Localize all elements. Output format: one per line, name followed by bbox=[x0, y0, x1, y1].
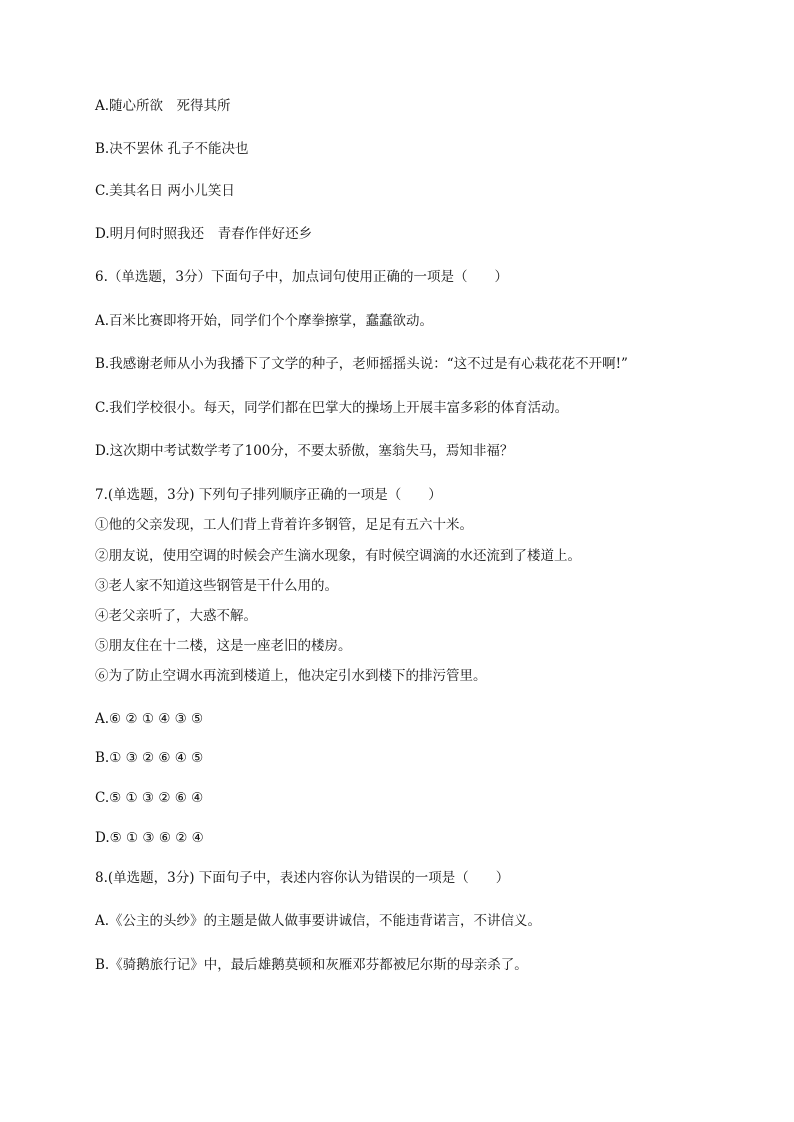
q7-sentence-1: ①他的父亲发现，工人们背上背着许多钢管，足足有五六十米。 bbox=[95, 517, 473, 533]
q7-option-c: C.⑤ ① ③ ② ⑥ ④ bbox=[95, 790, 204, 806]
q5-option-b: B.决不罢休 孔子不能决也 bbox=[95, 141, 249, 157]
q5-option-a: A.随心所欲 死得其所 bbox=[95, 98, 231, 114]
q6-stem: 6.（单选题，3分）下面句子中，加点词句使用正确的一项是（ ） bbox=[95, 269, 508, 285]
q8-stem: 8.(单选题，3分) 下面句子中，表述内容你认为错误的一项是（ ） bbox=[95, 870, 510, 886]
q5-option-c: C.美其名日 两小儿笑日 bbox=[95, 183, 235, 199]
q7-option-a: A.⑥ ② ① ④ ③ ⑤ bbox=[95, 711, 204, 727]
q7-sentence-2: ②朋友说，使用空调的时候会产生滴水现象，有时候空调滴的水还流到了楼道上。 bbox=[95, 548, 581, 564]
q7-sentence-3: ③老人家不知道这些钢管是干什么用的。 bbox=[95, 578, 338, 594]
q7-option-b: B.① ③ ② ⑥ ④ ⑤ bbox=[95, 750, 204, 766]
q5-option-d: D.明月何时照我还 青春作伴好还乡 bbox=[95, 226, 313, 242]
q8-option-b: B.《骑鹅旅行记》中，最后雄鹅莫顿和灰雁邓芬都被尼尔斯的母亲杀了。 bbox=[95, 957, 528, 973]
q7-stem: 7.(单选题，3分) 下列句子排列顺序正确的一项是（ ） bbox=[95, 487, 442, 503]
q6-option-d: D.这次期中考试数学考了100分，不要太骄傲，塞翁失马，焉知非福？ bbox=[95, 443, 514, 459]
q6-option-b: B.我感谢老师从小为我播下了文学的种子，老师摇摇头说：“这不过是有心栽花花不开啊!” bbox=[95, 356, 628, 372]
q7-option-d: D.⑤ ① ③ ⑥ ② ④ bbox=[95, 830, 204, 846]
q6-option-c: C.我们学校很小。每天，同学们都在巴掌大的操场上开展丰富多彩的体育活动。 bbox=[95, 400, 569, 416]
q6-option-a: A.百米比赛即将开始，同学们个个摩拳擦掌，蠢蠢欲动。 bbox=[95, 313, 434, 329]
q8-option-a: A.《公主的头纱》的主题是做人做事要讲诚信，不能违背诺言，不讲信义。 bbox=[95, 913, 542, 929]
q7-sentence-4: ④老父亲听了，大惑不解。 bbox=[95, 608, 257, 624]
q7-sentence-5: ⑤朋友住在十二楼，这是一座老旧的楼房。 bbox=[95, 638, 352, 654]
q7-sentence-6: ⑥为了防止空调水再流到楼道上，他决定引水到楼下的排污管里。 bbox=[95, 668, 487, 684]
